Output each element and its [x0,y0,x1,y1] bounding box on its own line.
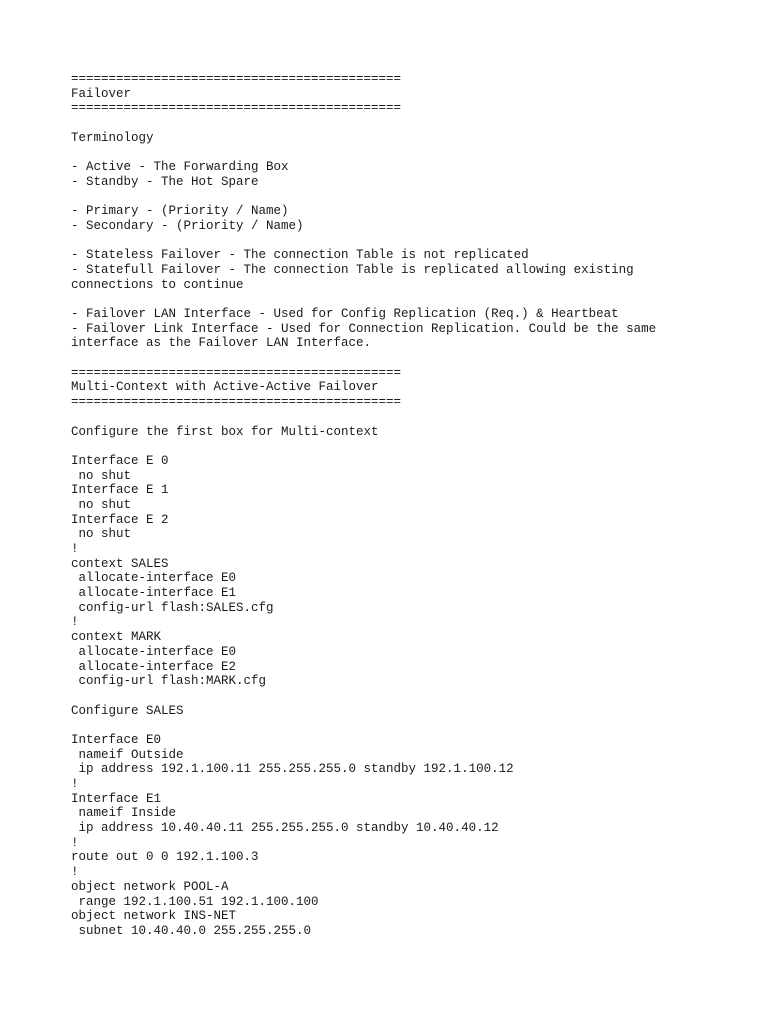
text-line: context SALES [71,556,169,571]
blank-line [71,190,751,205]
blank-line [71,718,751,733]
text-line: Terminology [71,130,154,145]
text-line: ! [71,777,79,791]
text-line: ip address 192.1.100.11 255.255.255.0 standby 192.1.100.12 [71,762,514,777]
text-line: - Primary - (Priority / Name) [71,204,289,219]
text-line: - Stateless Failover - The connection Table is not replicated [71,248,529,263]
text-line: config-url flash:SALES.cfg [71,600,274,615]
text-line: Interface E1 [71,791,162,806]
text-line: - Active - The Forwarding Box [71,160,289,175]
text-line: - Failover Link Interface - Used for Connection Replication. Could be the same [71,321,657,336]
text-line: no shut [71,468,132,483]
blank-line [71,410,751,425]
text-line: subnet 10.40.40.0 255.255.255.0 [71,923,312,938]
text-line: ! [71,615,79,630]
text-line: Configure the first box for Multi-context [71,424,379,439]
blank-line [71,116,751,131]
text-line: allocate-interface E0 [71,571,237,586]
blank-line [71,145,751,160]
text-line: - Standby - The Hot Spare [71,174,259,189]
text-line: ! [71,865,79,880]
blank-line [71,292,751,307]
text-line: Multi-Context with Active-Active Failover [71,380,379,395]
text-line: ============================================ [71,101,402,116]
text-line: - Secondary - (Priority / Name) [71,218,304,233]
document-body [71,72,751,939]
text-line: - Statefull Failover - The connection Table is replicated allowing existing [71,262,634,277]
text-line: object network INS-NET [71,909,237,924]
text-line: ============================================ [71,395,402,410]
text-line: interface as the Failover LAN Interface. [71,336,372,351]
text-line: range 192.1.100.51 192.1.100.100 [71,894,319,909]
text-line: no shut [71,497,132,512]
text-line: config-url flash:MARK.cfg [71,674,267,689]
text-line: object network POOL-A [71,879,229,894]
text-line: Interface E 1 [71,483,169,498]
text-line: no shut [71,527,132,542]
text-line: ! [71,835,79,850]
text-line: nameif Outside [71,747,184,762]
blank-line [71,439,751,454]
text-line: allocate-interface E1 [71,586,237,601]
text-line: route out 0 0 192.1.100.3 [71,850,259,865]
text-line: nameif Inside [71,806,177,821]
text-line: context MARK [71,630,162,645]
text-line: Failover [71,86,132,101]
text-line: Interface E 2 [71,512,169,527]
text-line: allocate-interface E2 [71,659,237,674]
text-line: - Failover LAN Interface - Used for Config Replication (Req.) & Heartbeat [71,307,619,321]
text-line: ============================================ [71,365,402,380]
text-line: connections to continue [71,277,244,292]
text-line: allocate-interface E0 [71,644,237,659]
text-line: ! [71,542,79,556]
blank-line [71,234,751,249]
text-line: Interface E 0 [71,453,169,468]
blank-line [71,351,751,366]
blank-line [71,689,751,704]
text-line: Interface E0 [71,732,162,747]
text-line: ip address 10.40.40.11 255.255.255.0 standby 10.40.40.12 [71,821,499,836]
text-line: ============================================ [71,72,402,86]
text-line: Configure SALES [71,703,184,718]
